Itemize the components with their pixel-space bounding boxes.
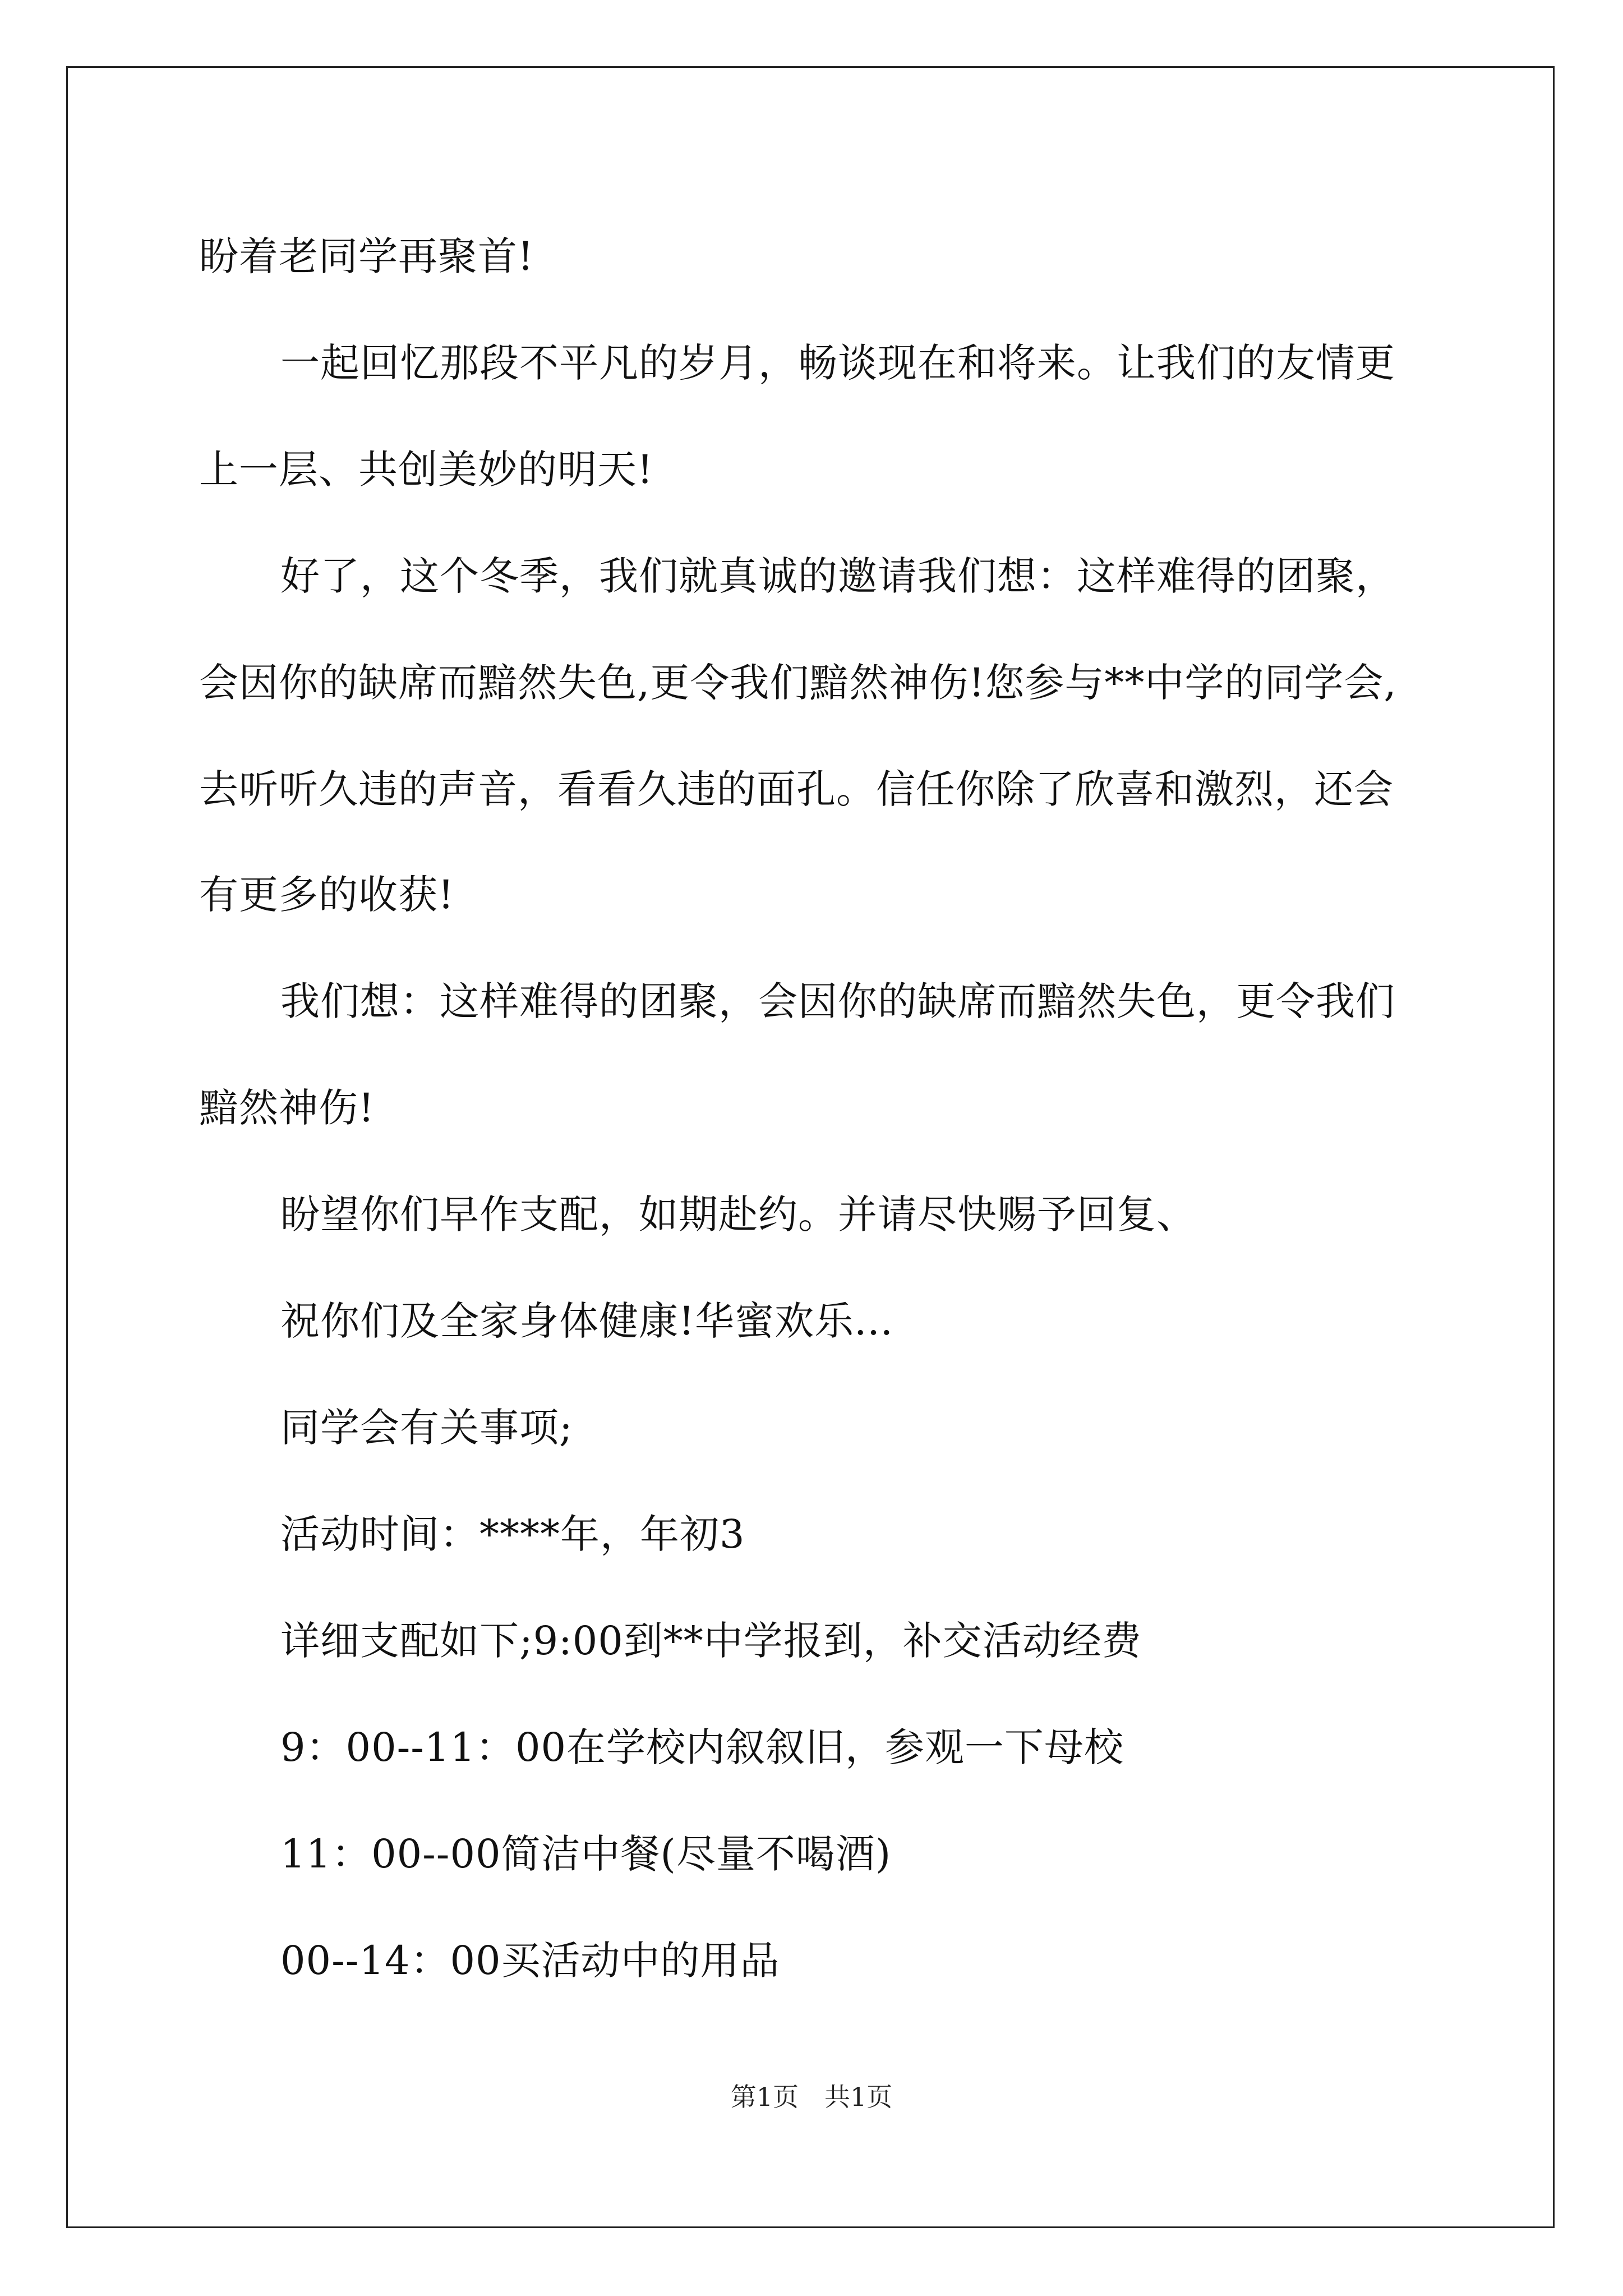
page-number: 第1页 — [730, 2082, 799, 2112]
text-line: 盼着老同学再聚首! — [199, 233, 534, 279]
page-total: 共1页 — [824, 2082, 893, 2112]
text-line: 会因你的缺席而黯然失色,更令我们黯然神伤!您参与**中学的同学会, — [199, 660, 1397, 706]
text-line: 盼望你们早作支配，如期赴约。并请尽快赐予回复、 — [280, 1191, 1196, 1237]
text-line: 有更多的收获! — [199, 872, 455, 918]
text-line: 黯然神伤! — [199, 1085, 375, 1131]
text-line: 我们想：这样难得的团聚，会因你的缺席而黯然失色，更令我们 — [280, 978, 1395, 1024]
text-line: 上一层、共创美妙的明天! — [199, 447, 654, 493]
text-line: 一起回忆那段不平凡的岁月，畅谈现在和将来。让我们的友情更 — [280, 340, 1395, 386]
text-line: 11：00--00简洁中餐(尽量不喝酒) — [280, 1831, 892, 1877]
page-footer — [0, 2080, 1623, 2114]
text-line: 9：00--11：00在学校内叙叙旧，参观一下母校 — [280, 1724, 1124, 1770]
text-line: 好了，这个冬季，我们就真诚的邀请我们想：这样难得的团聚， — [280, 553, 1395, 599]
text-line: 详细支配如下;9:00到**中学报到，补交活动经费 — [280, 1618, 1142, 1664]
text-line: 活动时间：****年，年初3 — [280, 1511, 745, 1557]
text-line: 祝你们及全家身体健康!华蜜欢乐... — [280, 1298, 893, 1344]
text-line: 00--14：00买活动中的用品 — [280, 1938, 780, 1984]
text-line: 去听听久违的声音，看看久违的面孔。信任你除了欣喜和激烈，还会 — [199, 766, 1394, 812]
text-line: 同学会有关事项; — [280, 1405, 573, 1451]
